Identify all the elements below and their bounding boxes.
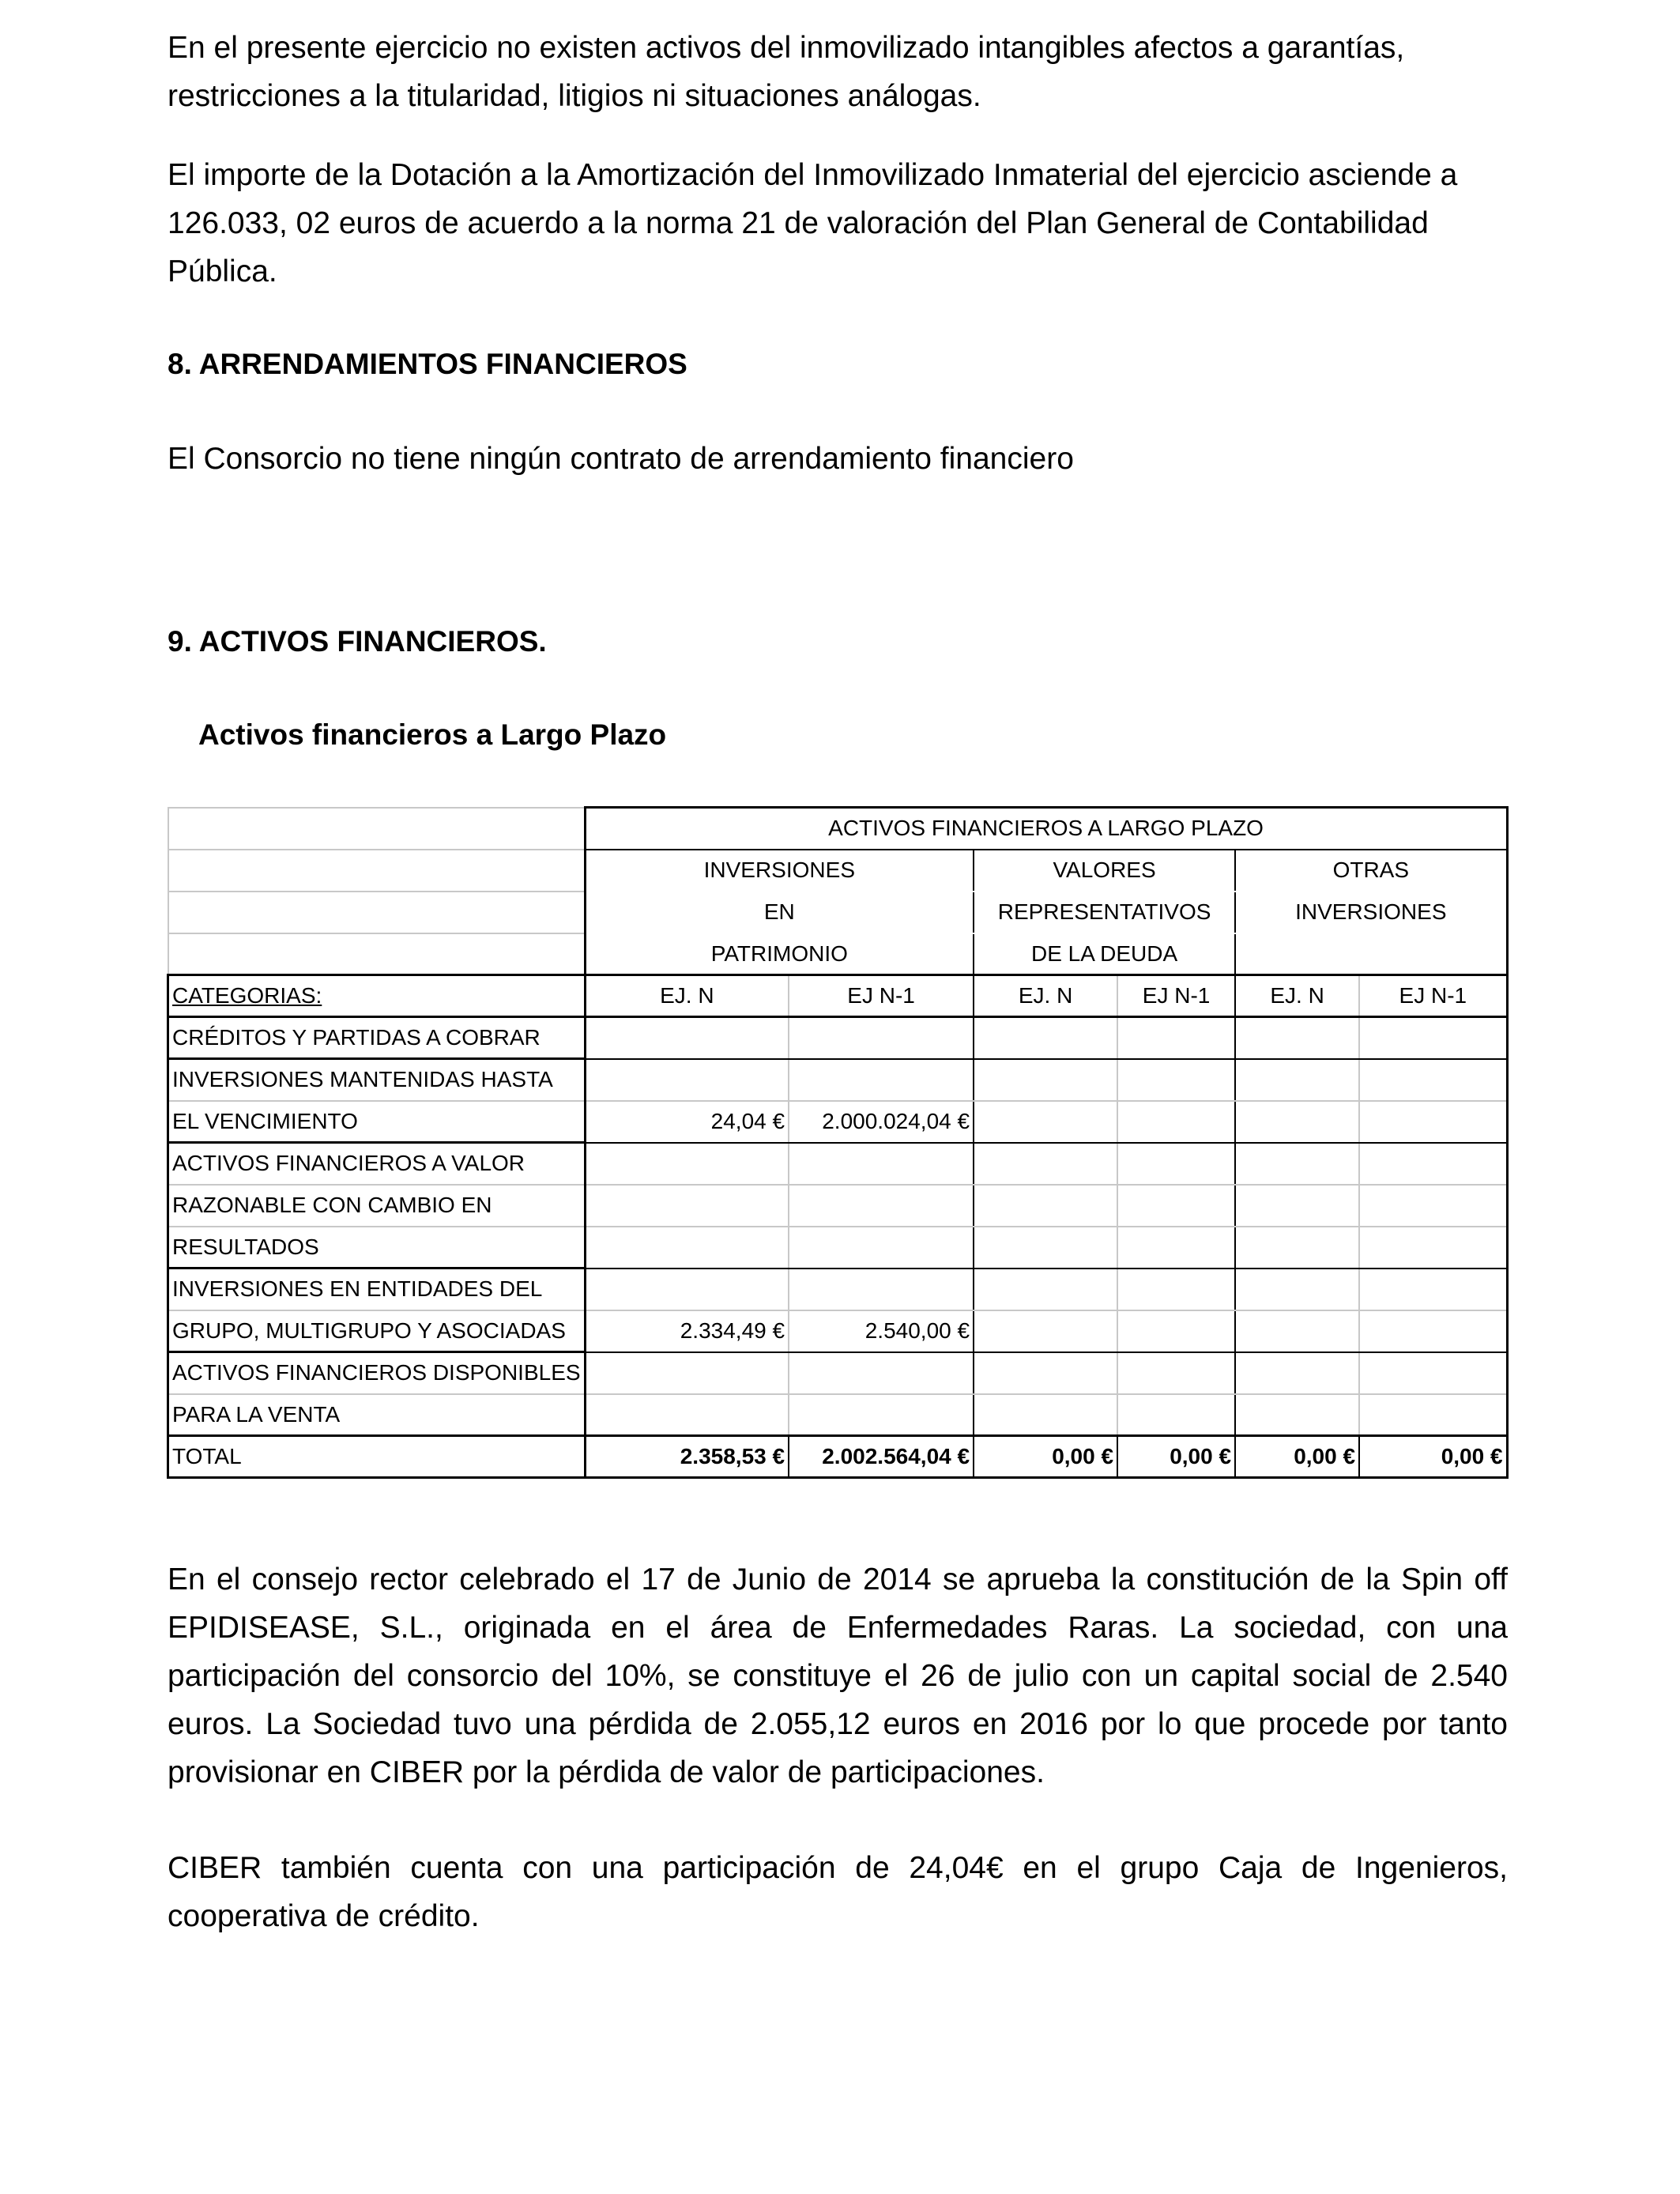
table-row bbox=[168, 892, 1508, 933]
row-label-valor-razonable-2: RAZONABLE CON CAMBIO EN bbox=[168, 1185, 586, 1227]
table-cell bbox=[974, 1269, 1117, 1310]
table-cell bbox=[585, 1227, 789, 1269]
group-otras-line3 bbox=[1235, 933, 1507, 975]
table-cell bbox=[789, 1185, 974, 1227]
total-value-4: 0,00 € bbox=[1117, 1436, 1235, 1478]
table-row bbox=[168, 1143, 1508, 1185]
group-inversiones-line2: EN bbox=[585, 892, 974, 933]
table-cell bbox=[974, 1352, 1117, 1394]
table-cell bbox=[585, 1269, 789, 1310]
table-cell bbox=[168, 850, 586, 892]
table-row bbox=[168, 975, 1508, 1017]
table-cell bbox=[168, 892, 586, 933]
table-row bbox=[168, 1059, 1508, 1101]
table-cell bbox=[1359, 1143, 1507, 1185]
table-cell bbox=[1235, 1310, 1359, 1352]
col-ej-n1: EJ N-1 bbox=[1359, 975, 1507, 1017]
col-ej-n1: EJ N-1 bbox=[1117, 975, 1235, 1017]
table-cell bbox=[585, 1143, 789, 1185]
paragraph-epidisease: En el consejo rector celebrado el 17 de Junio de 2014 se aprueba la constitución de la Spin off EPIDISEASE, S.L., originada en el área de Enfermedades Raras. La sociedad, con una participación del consorcio del 10%, se constituye el 26 de julio con un capital social de 2.540 euros. La Sociedad tuvo una pérdida de 2.055,12 euros en 2016 por lo que procede por tanto provisionar en CIBER por la pérdida de valor de participaciones. bbox=[168, 1563, 1508, 1789]
row-label-inv-mantenidas-1: INVERSIONES MANTENIDAS HASTA bbox=[168, 1059, 586, 1101]
table-row bbox=[168, 1394, 1508, 1436]
table-cell bbox=[1235, 1227, 1359, 1269]
table-cell bbox=[789, 1352, 974, 1394]
table-cell bbox=[1359, 1185, 1507, 1227]
table-cell bbox=[1117, 1269, 1235, 1310]
group-inversiones-line3: PATRIMONIO bbox=[585, 933, 974, 975]
row-label-entidades-grupo-1: INVERSIONES EN ENTIDADES DEL bbox=[168, 1269, 586, 1310]
table-cell bbox=[1359, 1017, 1507, 1059]
paragraph-intangibles: En el presente ejercicio no existen activos del inmovilizado intangibles afectos a garantías, restricciones a la titularidad, litigios ni situaciones análogas. bbox=[168, 31, 1405, 113]
value-inv-mantenidas-n1: 2.000.024,04 € bbox=[789, 1101, 974, 1143]
table-cell bbox=[1359, 1310, 1507, 1352]
table-cell bbox=[1117, 1227, 1235, 1269]
table-cell bbox=[1359, 1059, 1507, 1101]
paragraph-arrendamiento: El Consorcio no tiene ningún contrato de arrendamiento financiero bbox=[168, 442, 1074, 476]
table-cell bbox=[1235, 1352, 1359, 1394]
paragraph-caja-ingenieros: CIBER también cuenta con una participación de 24,04€ en el grupo Caja de Ingenieros, cooperativa de crédito. bbox=[168, 1851, 1508, 1933]
table-row bbox=[168, 1269, 1508, 1310]
group-inversiones-line1: INVERSIONES bbox=[585, 850, 974, 892]
table-cell bbox=[1117, 1310, 1235, 1352]
table-cell bbox=[1235, 1143, 1359, 1185]
group-valores-line1: VALORES bbox=[974, 850, 1235, 892]
table-cell bbox=[1117, 1143, 1235, 1185]
table-cell bbox=[585, 1394, 789, 1436]
table-cell bbox=[1117, 1394, 1235, 1436]
table-cell bbox=[789, 1269, 974, 1310]
row-label-disponibles-1: ACTIVOS FINANCIEROS DISPONIBLES bbox=[168, 1352, 586, 1394]
row-label-disponibles-2: PARA LA VENTA bbox=[168, 1394, 586, 1436]
table-cell bbox=[585, 1059, 789, 1101]
table-cell bbox=[1235, 1059, 1359, 1101]
total-value-6: 0,00 € bbox=[1359, 1436, 1507, 1478]
subheading-largo-plazo: Activos financieros a Largo Plazo bbox=[198, 718, 667, 751]
col-ej-n1: EJ N-1 bbox=[789, 975, 974, 1017]
row-label-valor-razonable-1: ACTIVOS FINANCIEROS A VALOR bbox=[168, 1143, 586, 1185]
table-cell bbox=[974, 1143, 1117, 1185]
table-row bbox=[168, 1436, 1508, 1478]
row-label-inv-mantenidas-2: EL VENCIMIENTO bbox=[168, 1101, 586, 1143]
table-cell bbox=[789, 1227, 974, 1269]
value-entidades-grupo-n1: 2.540,00 € bbox=[789, 1310, 974, 1352]
table-cell bbox=[1235, 1185, 1359, 1227]
table-cell bbox=[585, 1017, 789, 1059]
table-cell bbox=[1117, 1101, 1235, 1143]
table-cell bbox=[974, 1227, 1117, 1269]
table-cell bbox=[1359, 1394, 1507, 1436]
group-otras-line2: INVERSIONES bbox=[1235, 892, 1507, 933]
table-row bbox=[168, 1101, 1508, 1143]
table-cell bbox=[974, 1101, 1117, 1143]
table-cell bbox=[789, 1059, 974, 1101]
table-cell bbox=[1359, 1352, 1507, 1394]
value-inv-mantenidas-n: 24,04 € bbox=[585, 1101, 789, 1143]
table-cell bbox=[974, 1310, 1117, 1352]
table-cell bbox=[1117, 1017, 1235, 1059]
table-cell bbox=[168, 933, 586, 975]
table-cell bbox=[585, 1352, 789, 1394]
table-cell bbox=[974, 1185, 1117, 1227]
table-cell bbox=[1235, 1101, 1359, 1143]
table-cell bbox=[585, 1185, 789, 1227]
table-cell bbox=[1117, 1059, 1235, 1101]
row-label-creditos: CRÉDITOS Y PARTIDAS A COBRAR bbox=[168, 1017, 586, 1059]
table-cell bbox=[974, 1059, 1117, 1101]
table-row bbox=[168, 1185, 1508, 1227]
heading-arrendamientos: 8. ARRENDAMIENTOS FINANCIEROS bbox=[168, 348, 687, 380]
table-cell bbox=[1359, 1101, 1507, 1143]
table-cell bbox=[1235, 1269, 1359, 1310]
table-title: ACTIVOS FINANCIEROS A LARGO PLAZO bbox=[585, 808, 1507, 850]
col-ej-n: EJ. N bbox=[585, 975, 789, 1017]
group-valores-line3: DE LA DEUDA bbox=[974, 933, 1235, 975]
row-label-total: TOTAL bbox=[168, 1436, 586, 1478]
table-row bbox=[168, 1310, 1508, 1352]
total-value-1: 2.358,53 € bbox=[585, 1436, 789, 1478]
table-cell bbox=[168, 808, 586, 850]
table-cell bbox=[1117, 1352, 1235, 1394]
table-cell bbox=[1117, 1185, 1235, 1227]
categorias-header: CATEGORIAS: bbox=[168, 975, 586, 1017]
col-ej-n: EJ. N bbox=[974, 975, 1117, 1017]
heading-activos-financieros: 9. ACTIVOS FINANCIEROS. bbox=[168, 625, 547, 658]
total-value-5: 0,00 € bbox=[1235, 1436, 1359, 1478]
table-cell bbox=[1235, 1394, 1359, 1436]
activos-financieros-table bbox=[167, 806, 1509, 1479]
value-entidades-grupo-n: 2.334,49 € bbox=[585, 1310, 789, 1352]
table-row bbox=[168, 1017, 1508, 1059]
table-row bbox=[168, 850, 1508, 892]
table-cell bbox=[1359, 1227, 1507, 1269]
total-value-2: 2.002.564,04 € bbox=[789, 1436, 974, 1478]
group-valores-line2: REPRESENTATIVOS bbox=[974, 892, 1235, 933]
table-cell bbox=[1235, 1017, 1359, 1059]
paragraph-amortizacion: El importe de la Dotación a la Amortización del Inmovilizado Inmaterial del ejercicio asciende a 126.033, 02 euros de acuerdo a la norma 21 de valoración del Plan General de Contabilidad Pública. bbox=[168, 158, 1458, 288]
row-label-valor-razonable-3: RESULTADOS bbox=[168, 1227, 586, 1269]
table-row bbox=[168, 1227, 1508, 1269]
table-row bbox=[168, 1352, 1508, 1394]
table-row bbox=[168, 933, 1508, 975]
table-cell bbox=[789, 1394, 974, 1436]
total-value-3: 0,00 € bbox=[974, 1436, 1117, 1478]
table-row bbox=[168, 808, 1508, 850]
table-cell bbox=[974, 1394, 1117, 1436]
col-ej-n: EJ. N bbox=[1235, 975, 1359, 1017]
table-cell bbox=[789, 1143, 974, 1185]
table-cell bbox=[974, 1017, 1117, 1059]
table-cell bbox=[789, 1017, 974, 1059]
table-cell bbox=[1359, 1269, 1507, 1310]
row-label-entidades-grupo-2: GRUPO, MULTIGRUPO Y ASOCIADAS bbox=[168, 1310, 586, 1352]
group-otras-line1: OTRAS bbox=[1235, 850, 1507, 892]
